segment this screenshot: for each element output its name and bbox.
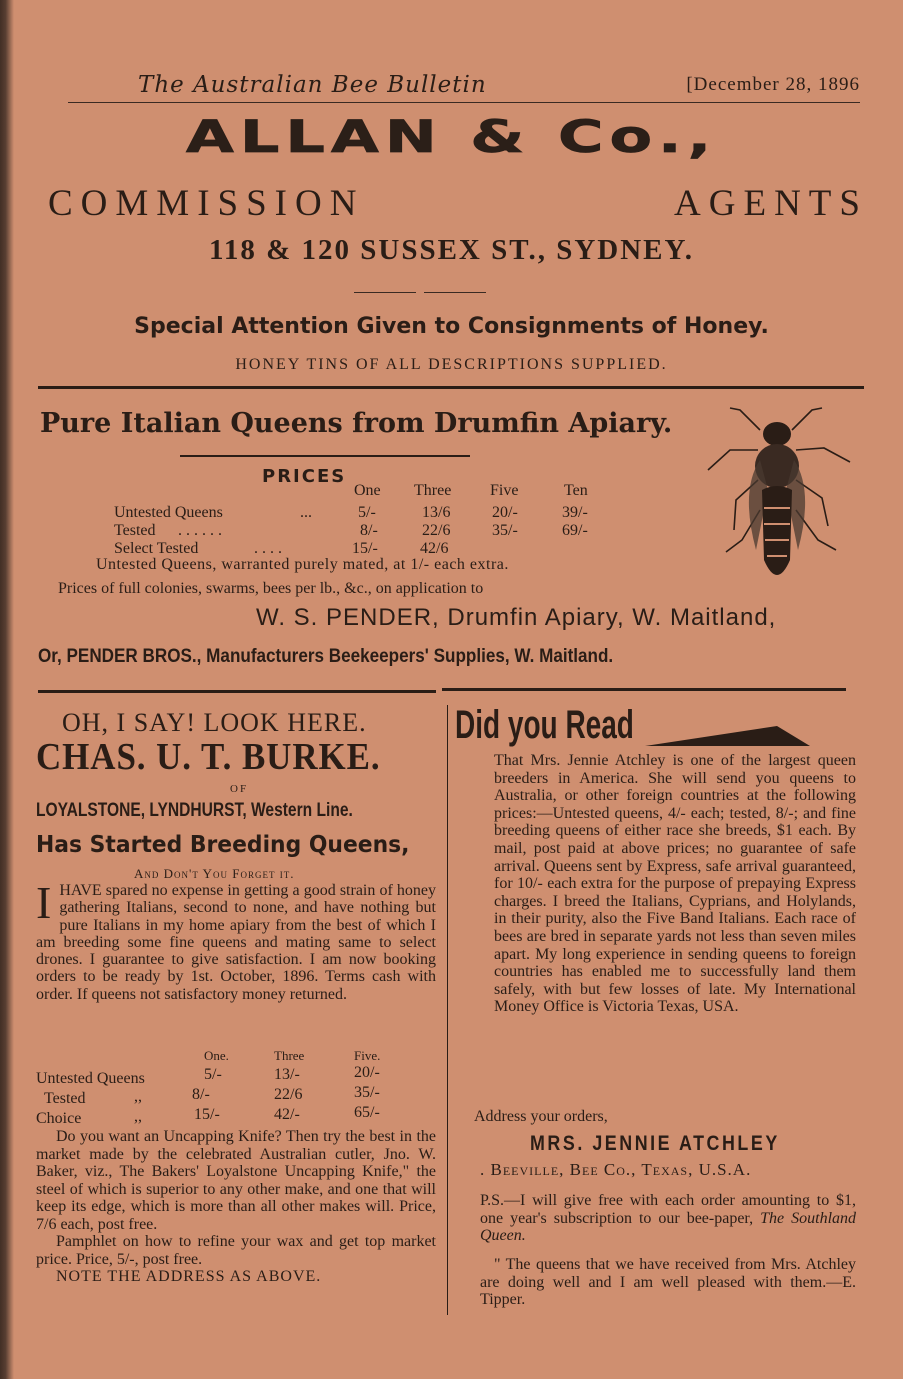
price-cell: 22/6 [274, 1086, 303, 1103]
price-cell: 65/- [354, 1104, 380, 1121]
price-cell: 8/- [192, 1086, 210, 1103]
pender-name: W. S. PENDER, Drumfin Apiary, W. Maitland, [256, 604, 777, 631]
row-label: Select Tested [114, 540, 199, 557]
burke-forget: And Don't You Forget it. [134, 866, 295, 881]
price-cell: 69/- [562, 522, 588, 539]
atchley-location: . Beeville, Bee Co., Texas, U.S.A. [480, 1160, 752, 1179]
burke-of: OF [230, 783, 249, 795]
pender-bros: Or, PENDER BROS., Manufacturers Beekeepers' Supplies, W. Maitland. [38, 646, 614, 667]
column-header: Five [490, 482, 519, 499]
row-leader: . . . . . . [178, 522, 222, 539]
page-header [68, 72, 860, 103]
full-colonies-note: Prices of full colonies, swarms, bees per lb., &c., on application to [58, 580, 484, 597]
atchley-name: MRS. JENNIE ATCHLEY [530, 1132, 780, 1155]
atchley-address-prompt: Address your orders, [474, 1108, 608, 1125]
price-cell: 22/6 [422, 522, 451, 539]
address-note: NOTE THE ADDRESS AS ABOVE. [56, 1268, 322, 1285]
row-label: Tested [44, 1090, 86, 1107]
torn-page-edge [0, 0, 14, 1379]
divider [424, 292, 486, 293]
atchley-ps [480, 1192, 856, 1245]
knife-paragraph: Do you want an Uncapping Knife? Then try the best in the market made by the celebrated Australian cutler, Jno. W. Baker, viz., The Bakers' Loyalstone Uncapping Knife," the steel of which is superior to any other make, and one that will keep its edge, which is more than all other makes will. Price, 7/6 each, post free. [36, 1128, 436, 1233]
price-cell: 39/- [562, 504, 588, 521]
price-cell: 15/- [194, 1106, 220, 1123]
price-cell: 15/- [352, 540, 378, 557]
ditto-mark: ,, [134, 1108, 142, 1125]
allan-role [48, 182, 868, 225]
price-cell: 42/6 [420, 540, 449, 557]
row-leader: . . . . [254, 540, 282, 557]
prices-heading: PRICES [262, 466, 347, 487]
price-cell: 13/- [274, 1066, 300, 1083]
row-label: Untested Queens [36, 1070, 145, 1087]
ps-text: P.S.—I will give free with each order amounting to $1, one year's subscription to our bee-paper, [480, 1192, 856, 1227]
ditto-mark: ,, [134, 1088, 142, 1105]
issue-date: [December 28, 1896 [686, 74, 860, 95]
pender-price-table [114, 482, 634, 562]
burke-price-table [36, 1048, 436, 1128]
column-header: Ten [564, 482, 588, 499]
column-header: One. [204, 1048, 229, 1063]
pointing-wedge-icon [645, 722, 810, 750]
mated-note: Untested Queens, warranted purely mated, at 1/- each extra. [96, 556, 509, 573]
drop-cap: I [36, 877, 52, 928]
publication-title: The Australian Bee Bulletin [138, 72, 487, 98]
price-cell: 20/- [354, 1064, 380, 1081]
column-header: Three [274, 1048, 305, 1063]
price-cell: 42/- [274, 1106, 300, 1123]
column-header: One [354, 482, 381, 499]
pender-heading: Pure Italian Queens from Drumfin Apiary. [40, 408, 673, 439]
price-cell: 20/- [492, 504, 518, 521]
allan-address: 118 & 120 SUSSEX ST., SYDNEY. [208, 234, 695, 266]
price-cell: 35/- [492, 522, 518, 539]
atchley-testimonial: " The queens that we have received from Mrs. Atchley are doing well and I am well pleased with them.—E. Tipper. [480, 1256, 856, 1309]
burke-exclaim: OH, I SAY! LOOK HERE. [62, 708, 367, 737]
price-cell: 5/- [358, 504, 376, 521]
burke-body [36, 877, 436, 1003]
price-cell: 35/- [354, 1084, 380, 1101]
burke-knife-text [36, 1128, 436, 1286]
column-divider [447, 705, 448, 1315]
allan-tins: HONEY TINS OF ALL DESCRIPTIONS SUPPLIED. [235, 356, 668, 373]
ps-paper-name: The Southland Queen. [480, 1209, 857, 1245]
burke-name: CHAS. U. T. BURKE. [36, 736, 381, 778]
column-header: Five. [354, 1048, 381, 1063]
price-cell: 8/- [360, 522, 378, 539]
section-divider [38, 690, 436, 693]
burke-body-text: HAVE spared no expense in getting a good strain of honey gathering Italians, second to none, and have nothing but pure Italians in my home apiary from the best of which I am breeding some fine queens and mating same to select drones. I guarantee to give satisfaction. I am now booking orders to be ready by 1st. October, 1896. Terms cash with order. If queens not satisfactory money returned. [36, 882, 436, 1003]
atchley-body: That Mrs. Jennie Atchley is one of the largest queen breeders in America. She will send you queens to Australia, or other foreign countries at the following prices:—Untested queens, 4/- each; tested, 8/-; and fine breeding queens of either race she breeds, $1 each. By mail, post paid at above prices; no guarantee of safe arrival. Queens sent by Express, safe arrival guaranteed, for 10/- each extra for the purpose of prepaying Express charges. I breed the Italians, Cyprians, and Holylands, in their purity, also the Five Band Italians. Each race of bees are bred in separate yards not less than seven miles apart. My long experience in sending queens to foreign countries has enabled me to successfully land them safely, with but few losses of late. My International Money Office is Victoria Texas, USA. [494, 752, 856, 1016]
section-divider [38, 386, 864, 389]
allan-role-word2: AGENTS [674, 183, 868, 224]
divider [354, 292, 416, 293]
pamphlet-paragraph: Pamphlet on how to refine your wax and get top market price. Price, 5/-, post free. [36, 1233, 436, 1268]
burke-place: LOYALSTONE, LYNDHURST, Western Line. [36, 800, 353, 821]
price-cell: 5/- [204, 1066, 222, 1083]
section-divider [442, 688, 846, 691]
bee-illustration-icon [700, 400, 860, 600]
allan-special: Special Attention Given to Consignments of Honey. [134, 314, 769, 339]
heading-underline [180, 455, 470, 457]
row-leader: ... [300, 504, 312, 521]
row-label: Untested Queens [114, 504, 223, 521]
price-cell: 13/6 [422, 504, 451, 521]
burke-started: Has Started Breeding Queens, [36, 832, 410, 858]
atchley-heading: Did you Read [455, 703, 634, 747]
allan-company-name: ALLAN & Co., [185, 110, 718, 163]
allan-role-word1: COMMISSION [48, 183, 365, 224]
row-label: Tested [114, 522, 156, 539]
row-label: Choice [36, 1110, 82, 1127]
column-header: Three [414, 482, 452, 499]
